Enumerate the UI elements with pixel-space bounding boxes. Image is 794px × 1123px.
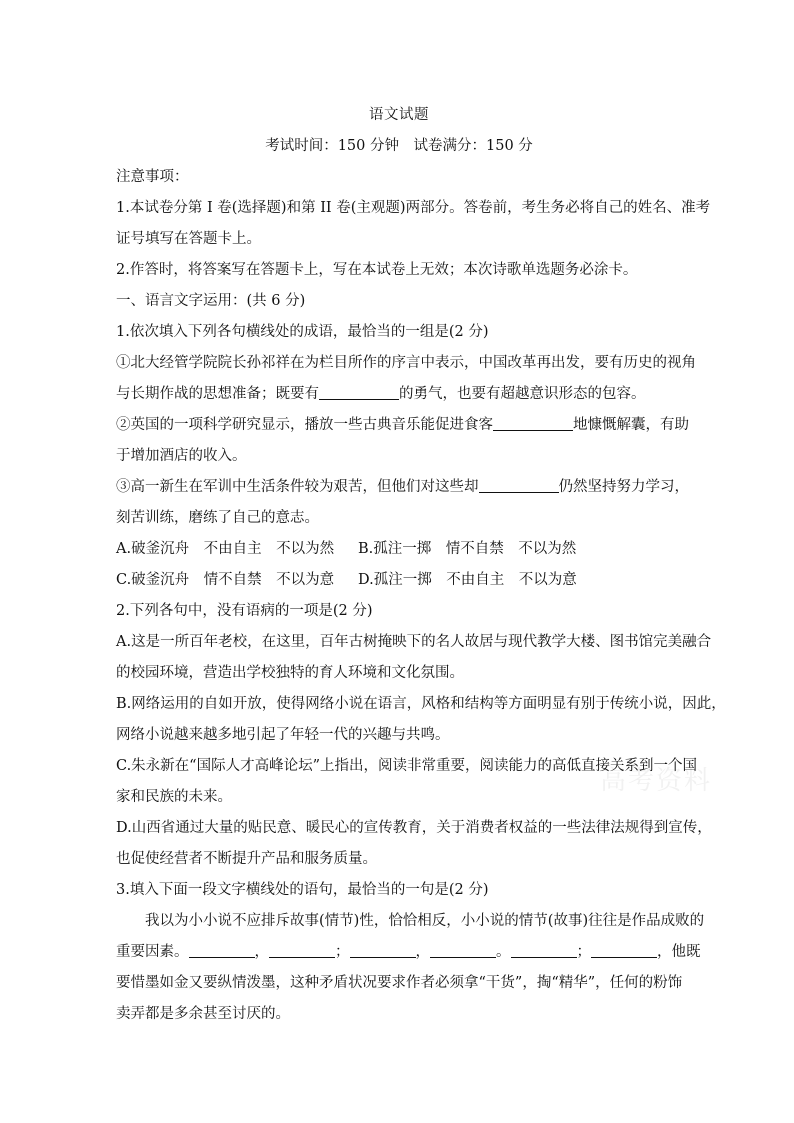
q1-options-row-2: [116, 565, 682, 596]
q2-option-c-line-2: 家和民族的未来。: [116, 789, 232, 805]
separator: 。: [496, 944, 511, 960]
q1-option-b: B.孤注一掷 情不自禁 不以为然: [358, 541, 577, 557]
page-title: 语文试题: [369, 107, 429, 123]
section-1-heading: 一、语言文字运用：(共 6 分): [116, 293, 306, 309]
fill-blank: [511, 941, 577, 958]
fill-blank: [479, 476, 559, 493]
fill-blank: [350, 941, 416, 958]
q2-option-d-line-1: D.山西省通过大量的贴民意、暖民心的宣传教育，关于消费者权益的一些法律法规得到宣传，: [116, 820, 712, 836]
q1-sentence-1-line-2: [116, 379, 682, 410]
q3-passage-line-4: 卖弄都是多余甚至讨厌的。: [116, 1006, 290, 1022]
fill-blank: [430, 941, 496, 958]
fill-blank: [319, 383, 399, 400]
exam-info: 考试时间：150 分钟 试卷满分：150 分: [265, 138, 533, 154]
exam-page: [116, 100, 726, 1030]
q3-passage-line-1: 我以为小小说不应排斥故事(情节)性，恰恰相反，小小说的情节(故事)往往是作品成败的: [145, 913, 705, 929]
q1-s1-text-b: 的勇气，也要有超越意识形态的包容。: [399, 386, 646, 402]
q2-option-c-line-1: C.朱永新在“国际人才高峰论坛”上指出，阅读非常重要，阅读能力的高低直接关系到一个国: [116, 758, 698, 774]
q1-sentence-2-line-1: [116, 410, 689, 441]
q1-stem: 1.依次填入下列各句横线处的成语，最恰当的一组是(2 分): [116, 324, 489, 340]
q2-option-a-line-2: 的校园环境，营造出学校独特的育人环境和文化氛围。: [116, 665, 464, 681]
separator: ；: [335, 944, 350, 960]
q2-option-b-line-2: 网络小说越来越多地引起了年轻一代的兴趣与共鸣。: [116, 727, 450, 743]
fill-blank: [269, 941, 335, 958]
q3-stem: 3.填入下面一段文字横线处的语句，最恰当的一句是(2 分): [116, 882, 489, 898]
q1-s3-text-a: ③高一新生在军训中生活条件较为艰苦，但他们对这些却: [116, 479, 479, 495]
q1-sentence-3-line-1: [116, 472, 689, 503]
fill-blank: [591, 941, 657, 958]
fill-blank: [493, 414, 573, 431]
note-2: 2.作答时，将答案写在答题卡上，写在本试卷上无效；本次诗歌单选题务必涂卡。: [116, 262, 638, 278]
q1-option-d: D.孤注一掷 不由自主 不以为意: [358, 572, 577, 588]
q3-passage-line-2: [116, 937, 701, 968]
note-1-line-2: 证号填写在答题卡上。: [116, 231, 261, 247]
q1-option-a: A.破釜沉舟 不由自主 不以为然: [116, 541, 335, 557]
q1-s2-text-a: ②英国的一项科学研究显示，播放一些古典音乐能促进食客: [116, 417, 493, 433]
separator: ；: [576, 944, 591, 960]
q1-options-row-1: [116, 534, 682, 565]
separator: ，: [415, 944, 430, 960]
fill-blank: [189, 941, 255, 958]
watermark: 高考资料: [600, 766, 713, 796]
q3-passage-start: 重要因素。: [116, 944, 189, 960]
q2-option-b-line-1: B.网络运用的自如开放，使得网络小说在语言，风格和结构等方面明显有别于传统小说，因此，: [116, 696, 726, 712]
q1-sentence-3-line-2: 刻苦训练，磨练了自己的意志。: [116, 510, 319, 526]
note-1-line-1: 1.本试卷分第 I 卷(选择题)和第 II 卷(主观题)两部分。答卷前，考生务必将自己的姓名、准考: [116, 200, 711, 216]
q1-s3-text-b: 仍然坚持努力学习，: [558, 479, 689, 495]
q1-sentence-1-line-1: ①北大经管学院院长孙祁祥在为栏目所作的序言中表示，中国改革再出发，要有历史的视角: [116, 355, 696, 371]
separator: ，: [254, 944, 269, 960]
q1-option-c: C.破釜沉舟 情不自禁 不以为意: [116, 572, 335, 588]
q1-s1-text-a: 与长期作战的思想准备；既要有: [116, 386, 319, 402]
q3-passage-end: ，他既: [657, 944, 701, 960]
q3-passage-line-3: 要惜墨如金又要纵情泼墨，这种矛盾状况要求作者必须拿“干货”，掏“精华”，任何的粉饰: [116, 975, 683, 991]
q2-stem: 2.下列各句中，没有语病的一项是(2 分): [116, 603, 373, 619]
notes-heading: 注意事项：: [116, 169, 189, 185]
q1-sentence-2-line-2: 于增加酒店的收入。: [116, 448, 247, 464]
q2-option-d-line-2: 也促使经营者不断提升产品和服务质量。: [116, 851, 377, 867]
q1-s2-text-b: 地慷慨解囊，有助: [573, 417, 689, 433]
q2-option-a-line-1: A.这是一所百年老校，在这里，百年古树掩映下的名人故居与现代教学大楼、图书馆完美融合: [116, 634, 712, 650]
